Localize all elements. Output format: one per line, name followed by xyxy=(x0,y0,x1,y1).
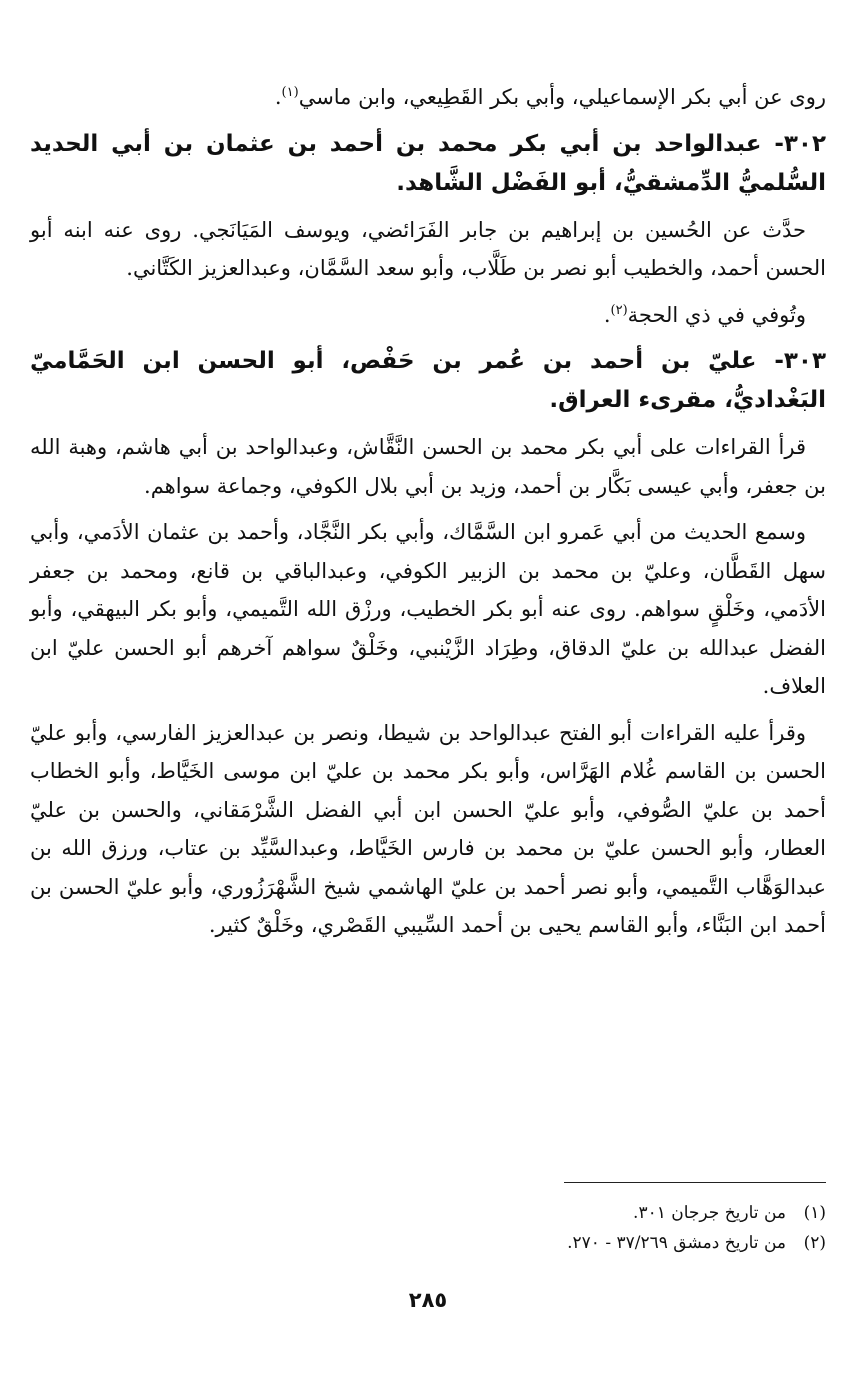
footnote-divider xyxy=(564,1182,826,1183)
paragraph-4: قرأ القراءات على أبي بكر محمد بن الحسن النَّقَّاش، وعبدالواحد بن أبي هاشم، وهبة الله بن جعفر، وأبي عيسى بَكَّار بن أحمد، وزيد بن أبي بلال الكوفي، وجماعة سواهم. xyxy=(30,435,826,498)
entry-number: ٣٠٢- xyxy=(774,130,826,157)
entry-number: ٣٠٣- xyxy=(774,348,826,374)
footnote-text: من تاريخ دمشق ٣٧/٢٦٩ - ٢٧٠. xyxy=(567,1233,786,1253)
paragraph-1: روى عن أبي بكر الإسماعيلي، وأبي بكر القَطِيعي، وابن ماسي$^{(١)}$. xyxy=(274,85,826,109)
paragraph-6: وقرأ عليه القراءات أبو الفتح عبدالواحد بن شيطا، ونصر بن عبدالعزيز الفارسي، وأبو عليّ الحسن بن القاسم غُلام الهَرَّاس، وأبو بكر محمد بن عليّ ابن موسى الخَيَّاط، وأبو الخطاب أحمد بن عليّ الصُّوفي، وأبو عليّ الحسن ابن أبي الفضل الشَّرْمَقاني، والحسن بن عليّ العطار، وأبو الحسن عليّ بن محمد بن فارس الخَيَّاط، وعبدالسَّيِّد بن عتاب، ورزق الله بن عبدالوَهَّاب التَّميمي، وأبو نصر أحمد بن عليّ الهاشمي شيخ الشَّهْرَزُوري، وأبو عليّ الحسن بن أحمد ابن البَنَّاء، وأبو القاسم يحيى بن أحمد السِّيبي القَصْري، وخَلْقٌ كثير. xyxy=(30,720,826,937)
entry-heading-302 xyxy=(30,125,826,203)
paragraph-3: وتُوفي في ذي الحجة$^{(٢)}$. xyxy=(603,302,806,327)
footnote-2 xyxy=(30,1228,826,1258)
footnote-ref-1[interactable]: (١) xyxy=(281,85,299,100)
entry-heading-303 xyxy=(30,342,826,420)
page-body xyxy=(30,78,826,1358)
footnote-mark: (١) xyxy=(803,1203,826,1223)
entry-title: عبدالواحد بن أبي بكر محمد بن أحمد بن عثمان بن أبي الحديد السُّلميُّ الدِّمشقيُّ، أبو الفَضْل الشَّاهد. xyxy=(30,130,826,196)
footnote-mark: (٢) xyxy=(803,1233,826,1253)
footnote-text: من تاريخ جرجان ٣٠١. xyxy=(633,1203,786,1223)
entry-title: عليّ بن أحمد بن عُمر بن حَفْص، أبو الحسن ابن الحَمَّاميّ البَغْداديُّ، مقرىء العراق. xyxy=(30,348,826,413)
footnote-1 xyxy=(30,1198,826,1228)
footnotes xyxy=(30,1198,826,1258)
paragraph-5: وسمع الحديث من أبي عَمرو ابن السَّمَّاك، وأبي بكر النَّجَّاد، وأحمد بن عثمان الأدَمي، وأبي سهل القَطَّان، وعليّ بن محمد بن الزبير الكوفي، وعبدالباقي بن قانع، ومحمد بن جعفر الأدَمي، وخَلْقٍ سواهم. روى عنه أبو بكر الخطيب، ورزْق الله التَّميمي، وأبو بكر البيهقي، وأبو الفضل عبدالله بن عليّ الدقاق، وطِرَاد الزَّيْنبي، وخَلْقٌ سواهم آخرهم أبو الحسن عليّ ابن العلاف. xyxy=(30,520,826,698)
page-number: ٢٨٥ xyxy=(408,1288,448,1312)
footnote-ref-2[interactable]: (٢) xyxy=(610,302,628,318)
paragraph-2: حدَّث عن الحُسين بن إبراهيم بن جابر الفَرَائضي، ويوسف المَيَانَجي. روى عنه ابنه أبو الحسن أحمد، والخطيب أبو نصر بن طَلَّاب، وأبو سعد السَّمَّان، وعبدالعزيز الكَتَّاني. xyxy=(30,217,826,280)
